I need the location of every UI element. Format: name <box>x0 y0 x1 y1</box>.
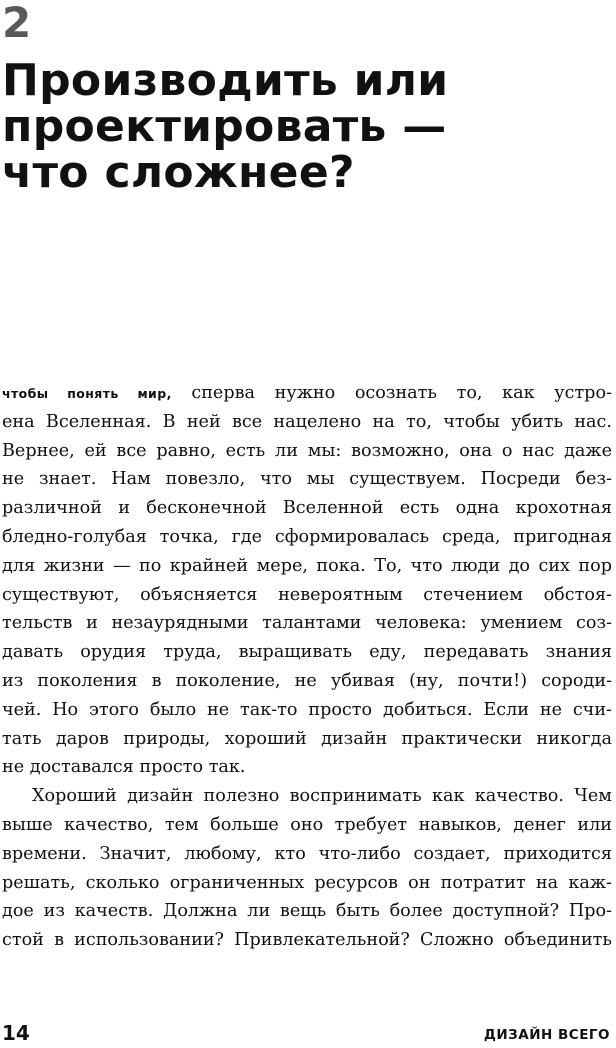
text-line: решать, сколько ограниченных ресурсов он потратит на каж- <box>2 872 612 893</box>
text-line: различной и бесконечной Вселенной есть одна крохотная <box>2 498 612 519</box>
text-line: бледно-голубая точка, где сформировалась среда, пригодная <box>2 526 612 547</box>
chapter-number: 2 <box>2 0 32 47</box>
text-line: Вернее, ей все равно, есть ли мы: возможно, она о нас даже <box>2 440 612 461</box>
text-line: не знает. Нам повезло, что мы существуем. Посреди без- <box>2 469 612 490</box>
text-line: Хороший дизайн полезно воспринимать как качество. Чем <box>32 786 612 807</box>
text-line: выше качество, тем больше оно требует навыков, денег или <box>2 814 612 835</box>
text-line: не доставался просто так. <box>2 757 246 778</box>
text-line-content: сперва нужно осознать то, как устро- <box>171 383 612 403</box>
text-line: из поколения в поколение, не убивая (ну, почти!) сороди- <box>2 670 612 691</box>
chapter-title-line: Производить или <box>2 55 449 106</box>
text-line: ена Вселенная. В ней все нацелено на то, чтобы убить нас. <box>2 411 612 432</box>
text-line: для жизни — по крайней мере, пока. То, что люди до сих пор <box>2 555 612 576</box>
text-line: давать орудия труда, выращивать еду, передавать знания <box>2 642 612 663</box>
text-line: тать даров природы, хороший дизайн практически никогда <box>2 728 612 749</box>
text-line: чей. Но этого было не так-то просто добиться. Если не счи- <box>2 699 612 720</box>
text-line <box>2 379 612 408</box>
paragraph-1 <box>2 379 612 782</box>
chapter-title-line: проектировать — <box>2 101 447 152</box>
chapter-title <box>2 55 449 198</box>
text-line: тельств и незаурядными талантами человека: умением соз- <box>2 613 612 634</box>
running-title: ДИЗАЙН ВСЕГО <box>483 1027 610 1043</box>
chapter-title-line: что сложнее? <box>2 147 355 198</box>
text-line: существуют, объясняется невероятным стечением обстоя- <box>2 584 612 605</box>
text-line: дое из качеств. Должна ли вещь быть более доступной? Про- <box>2 901 612 922</box>
body-text <box>2 379 612 955</box>
text-line: стой в использовании? Привлекательной? Сложно объединить <box>2 930 612 951</box>
text-line: времени. Значит, любому, кто что-либо создает, приходится <box>2 843 612 864</box>
paragraph-2 <box>2 782 612 955</box>
page-number: 14 <box>2 1021 30 1045</box>
lead-in: чтобы понять мир, <box>2 386 172 401</box>
